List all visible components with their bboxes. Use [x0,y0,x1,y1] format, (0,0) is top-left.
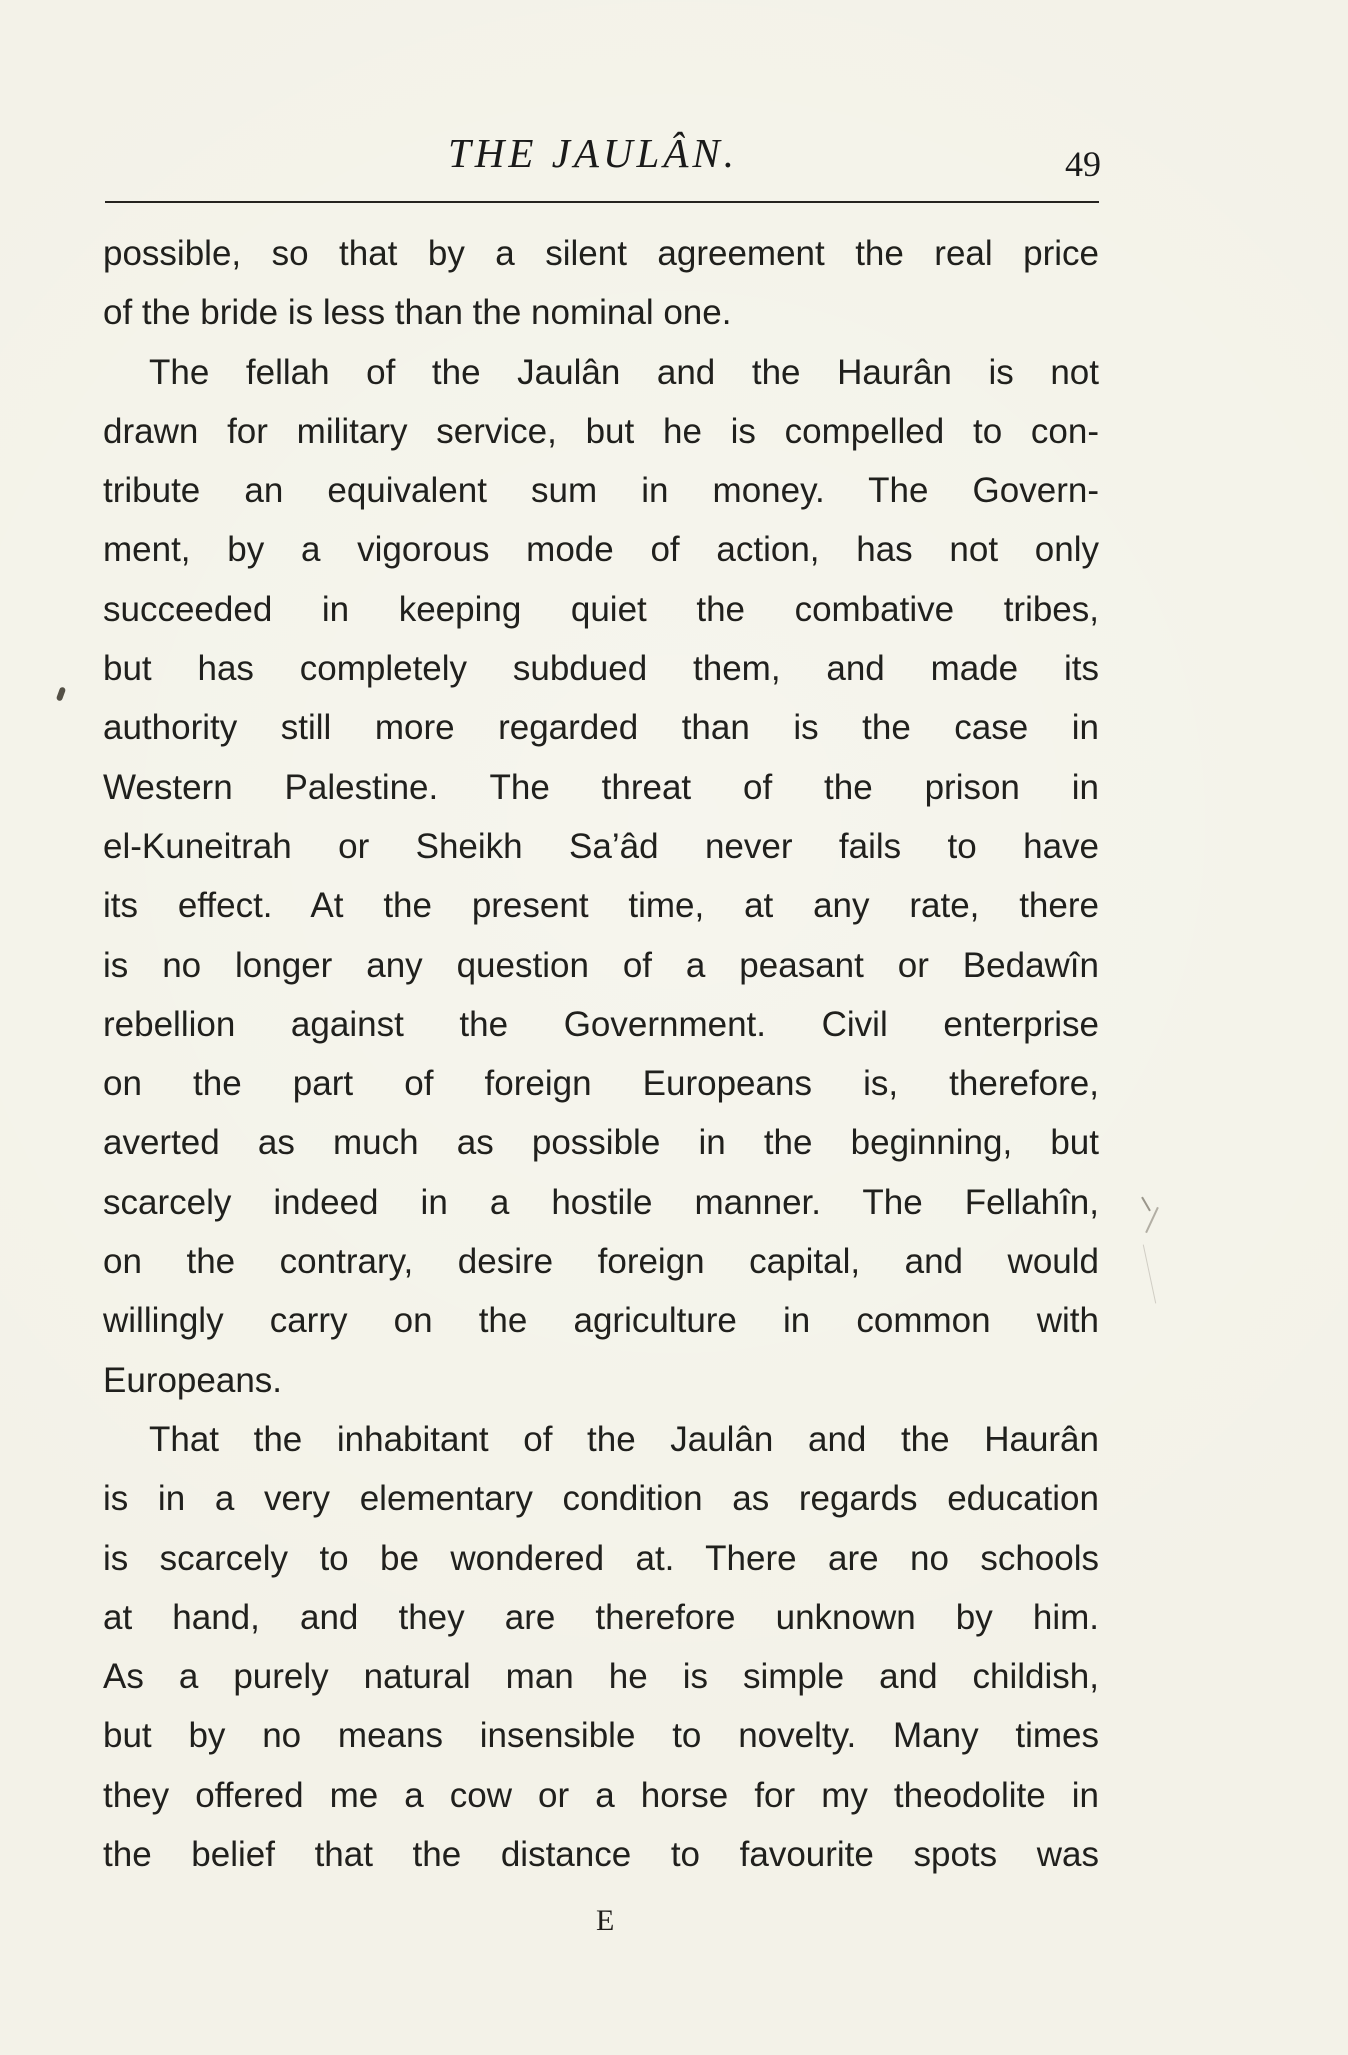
text-line: possible, so that by a silent agreement the real price [103,234,1099,273]
text-line: the belief that the distance to favourite spots was [103,1835,1099,1875]
text-line: averted as much as possible in the beginning, but [103,1123,1099,1163]
running-header [0,128,1348,188]
text-line: is no longer any question of a peasant or Bedawîn [103,945,1099,985]
text-line: on the contrary, desire foreign capital, and would [103,1242,1099,1282]
text-line: Europeans. [103,1360,283,1400]
margin-pencil-marks [1143,1196,1173,1316]
text-line: is in a very elementary condition as regards education [103,1479,1099,1519]
text-line: The fellah of the Jaulân and the Haurân is not [149,352,1099,392]
text-line: succeeded in keeping quiet the combative tribes, [103,589,1099,629]
text-line: Western Palestine. The threat of the prison in [103,767,1099,807]
margin-mark [1143,1245,1156,1304]
text-line: el-Kuneitrah or Sheikh Sa’âd never fails to have [103,826,1099,866]
text-line: on the part of foreign Europeans is, therefore, [103,1064,1099,1104]
text-line: ment, by a vigorous mode of action, has not only [103,530,1099,570]
page-number: 49 [1065,144,1101,184]
text-line: willingly carry on the agriculture in common with [103,1301,1099,1341]
text-line: As a purely natural man he is simple and childish, [103,1657,1099,1697]
margin-mark [1145,1207,1159,1233]
text-line: its effect. At the present time, at any rate, there [103,886,1099,926]
text-line: rebellion against the Government. Civil enterprise [103,1004,1099,1044]
header-rule [105,201,1099,203]
margin-ink-speck [56,686,66,701]
text-line: authority still more regarded than is the case in [103,708,1099,748]
text-line: is scarcely to be wondered at. There are no schools [103,1538,1099,1578]
body-text [103,224,1099,1884]
margin-mark [1141,1197,1151,1212]
text-line: but by no means insensible to novelty. Many times [103,1716,1099,1756]
text-line: but has completely subdued them, and made its [103,649,1099,689]
text-line: of the bride is less than the nominal one. [103,293,732,333]
text-line: tribute an equivalent sum in money. The Govern- [103,471,1099,511]
text-line: That the inhabitant of the Jaulân and the Haurân [149,1419,1099,1459]
text-line: scarcely indeed in a hostile manner. The Fellahîn, [103,1182,1099,1222]
signature-mark: E [596,1904,616,1937]
text-line: drawn for military service, but he is compelled to con- [103,411,1099,451]
text-line: they offered me a cow or a horse for my theodolite in [103,1775,1099,1815]
running-title: THE JAULÂN. [448,130,738,176]
text-line: at hand, and they are therefore unknown by him. [103,1597,1099,1637]
